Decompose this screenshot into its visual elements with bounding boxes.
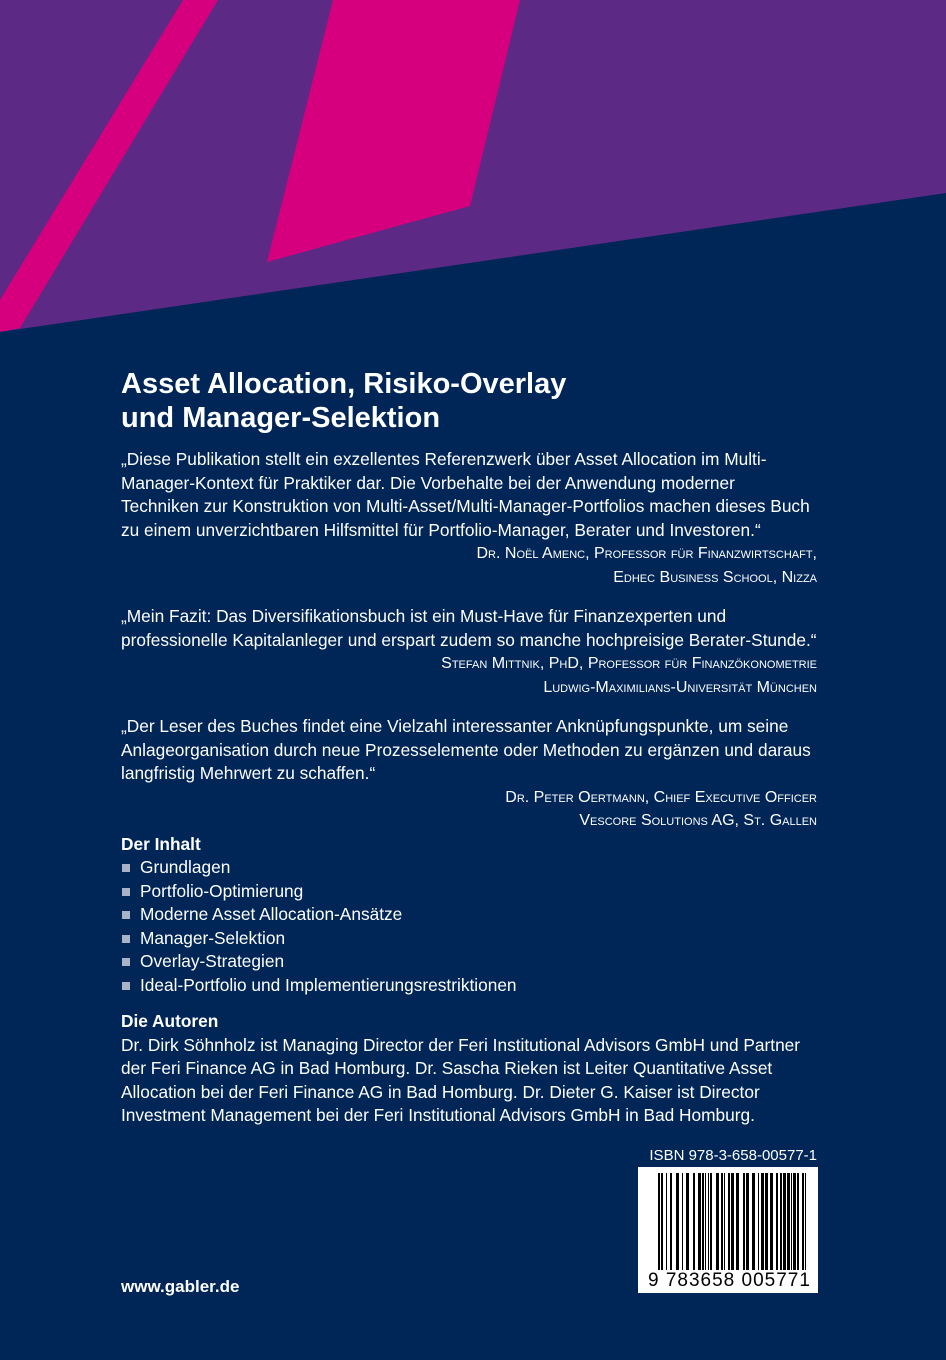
title-line: und Manager-Selektion (121, 402, 441, 434)
quote-attribution: Dr. Peter Oertmann, Chief Executive Officer (505, 788, 817, 806)
authors-text: Dr. Dirk Söhnholz ist Managing Director der Feri Institutional Advisors GmbH und Partner der Feri Finance AG in Bad Homburg. Dr. Sascha Rieken ist Leiter Quantitative Asset Allocation bei der Feri Finance AG in Bad Homburg. Dr. Dieter G. Kaiser ist Director Investment Management bei der Feri Institutional Advisors GmbH in Bad Homburg. (121, 1034, 801, 1125)
barcode-bar (761, 1173, 764, 1285)
contents-heading: Der Inhalt (121, 833, 201, 854)
barcode-bar (797, 1173, 799, 1285)
barcode-bar (780, 1173, 782, 1285)
quote-2 (121, 605, 817, 699)
contents-item: Overlay-Strategien (121, 950, 817, 974)
barcode-bar (670, 1173, 672, 1285)
barcode-bar (693, 1173, 695, 1285)
barcode-bar (661, 1173, 663, 1285)
barcode-bar (705, 1173, 706, 1285)
website-link[interactable]: www.gabler.de (121, 1277, 240, 1296)
barcode-bar (682, 1173, 683, 1285)
quote-text: „Diese Publikation stellt ein exzellentes Referenzwerk über Asset Allocation im Multi-Manager-Kontext für Praktiker dar. Die Vorbehalte bei der Anwendung moderner Techniken zur Konstruktion von Multi-Asset/Multi-Manager-Portfolios machen dieses Buch zu einem unverzichtbaren Hilfsmittel für Portfolio-Manager, Berater und Investoren.“ (121, 449, 810, 540)
barcode-bar (728, 1173, 730, 1285)
barcode-bar (724, 1173, 725, 1285)
barcode-bar (805, 1173, 806, 1285)
barcode-bar (746, 1173, 749, 1285)
quote-text: „Der Leser des Buches findet eine Vielzahl interessanter Anknüpfungspunkte, um seine Anlageorganisation durch neue Prozesselemente oder Methoden zu ergänzen und daraus langfristig Mehrwert zu schaffen.“ (121, 716, 811, 783)
barcode-bar (676, 1173, 679, 1285)
barcode-bar (666, 1173, 667, 1285)
barcode-bar (802, 1173, 804, 1285)
quote-3 (121, 715, 817, 833)
barcode-bar (743, 1173, 745, 1285)
barcode-bar (770, 1173, 773, 1285)
barcode (638, 1167, 818, 1293)
contents-item: Manager-Selektion (121, 927, 817, 951)
contents-section (121, 833, 817, 998)
barcode-bar (758, 1173, 759, 1285)
barcode-bar (783, 1173, 786, 1285)
barcode-bar (708, 1173, 709, 1285)
contents-item: Grundlagen (121, 856, 817, 880)
contents-item: Ideal-Portfolio und Implementierungsrestriktionen (121, 974, 817, 998)
contents-item: Moderne Asset Allocation-Ansätze (121, 903, 817, 927)
barcode-bar (731, 1173, 734, 1285)
authors-heading: Die Autoren (121, 1011, 219, 1031)
barcode-bar (752, 1173, 755, 1285)
quote-paragraph (121, 448, 817, 562)
barcode-bar (710, 1173, 712, 1285)
quote-paragraph (121, 605, 817, 672)
quote-attribution: Dr. Noël Amenc, Professor für Finanzwirtschaft, (476, 545, 817, 562)
barcode-bar (686, 1173, 689, 1285)
authors-section (121, 1010, 817, 1128)
quote-1 (121, 448, 817, 589)
barcode-digits: 9 783658 005771 (648, 1270, 811, 1291)
isbn-label: ISBN 978-3-658-00577-1 (649, 1147, 817, 1164)
contents-item: Portfolio-Optimierung (121, 880, 817, 904)
barcode-bar (716, 1173, 719, 1285)
barcode-bar (765, 1173, 768, 1285)
title-line: Asset Allocation, Risiko-Overlay (121, 368, 567, 400)
quote-attribution: Stefan Mittnik, PhD, Professor für Finanzökonometrie (441, 655, 817, 672)
quote-attribution: Vescore Solutions AG, St. Gallen (579, 812, 817, 829)
barcode-bar (776, 1173, 778, 1285)
book-title (121, 367, 566, 435)
barcode-bar (721, 1173, 723, 1285)
barcode-bar (702, 1173, 704, 1285)
cover-text (121, 448, 817, 1128)
quote-attribution: Edhec Business School, Nizza (613, 568, 817, 586)
quote-attribution: Ludwig-Maximilians-Universität München (543, 678, 817, 696)
barcode-bar (658, 1173, 660, 1285)
barcode-bar (698, 1173, 701, 1285)
barcode-bar (793, 1173, 796, 1285)
quote-text: „Mein Fazit: Das Diversifikationsbuch ist ein Must-Have für Finanzexperten und professionelle Kapitalanleger und erspart zudem so manche hochpreisige Berater-Stunde.“ (121, 606, 817, 650)
barcode-bar (791, 1173, 792, 1285)
barcode-bar (787, 1173, 790, 1285)
barcode-bar (736, 1173, 739, 1285)
